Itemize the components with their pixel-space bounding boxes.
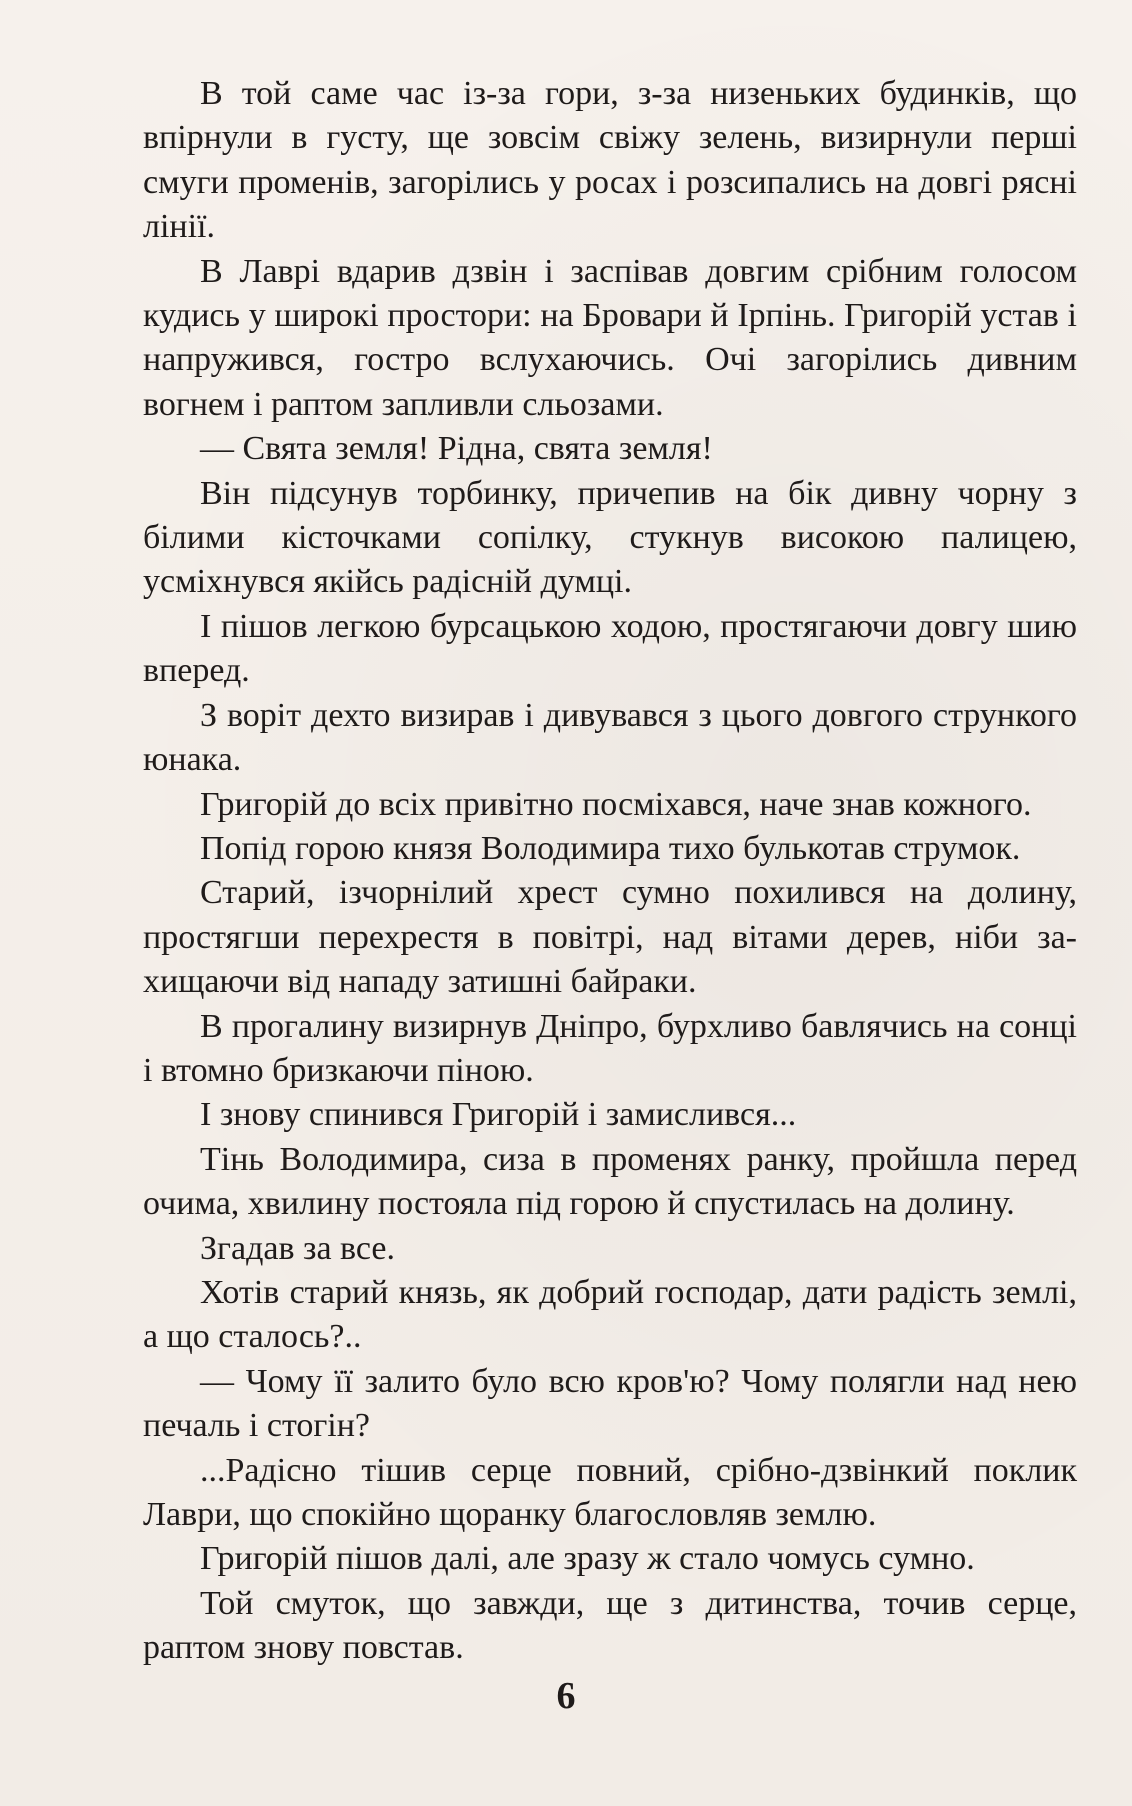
paragraph: В прогалину визирнув Дніпро, бурхливо бавлячись на сонці і втомно бризкаючи піною. xyxy=(143,1007,1077,1089)
paragraph: Він підсунув торбинку, причепив на бік дивну чорну з білими кісточками сопілку, стукнув високою палицею, усміхнувся якійсь радісній думці. xyxy=(143,474,1077,601)
paragraph: Той смуток, що завжди, ще з дитинства, точив серце, раптом знову повстав. xyxy=(143,1584,1077,1667)
body-text xyxy=(143,72,1077,1671)
paragraph: — Свята земля! Рідна, свята земля! xyxy=(200,430,713,468)
page-number: 6 xyxy=(556,1675,576,1717)
paragraph: — Чому її залито було всю кров'ю? Чому полягли над нею печаль і стогін? xyxy=(143,1362,1077,1445)
paragraph: Попід горою князя Володимира тихо булькотав струмок. xyxy=(200,829,1021,867)
paragraph: В Лаврі вдарив дзвін і заспівав довгим срібним голосом кудись у широкі простори: на Бровари й Ірпінь. Григорій устав і напружився, гостро вслухаючись. Очі загорілись дивним вогнем і раптом запливли сльозами. xyxy=(143,252,1077,423)
paragraph: Хотів старий князь, як добрий господар, дати радість землі, а що сталось?.. xyxy=(143,1273,1077,1356)
paragraph: Згадав за все. xyxy=(200,1229,395,1267)
paragraph: Григорій пішов далі, але зразу ж стало чомусь сумно. xyxy=(200,1540,975,1578)
paragraph: В той самe час із-за гори, з-за низеньких будинків, що впірнули в густу, ще зовсім свіжу зелень, визирнули перші смуги променів, загорілись у росах і розсипались на довгі рясні лінії. xyxy=(143,75,1077,246)
paragraph: Тінь Володимира, сиза в променях ранку, пройшла перед очима, хвилину постояла під горою й спустилась на долину. xyxy=(143,1140,1077,1223)
paragraph: І знову спинився Григорій і замислився... xyxy=(200,1096,797,1134)
paragraph: З воріт дехто визирав і дивувався з цього довгого стрункого юнака. xyxy=(143,696,1077,779)
paragraph: Старий, ізчорнілий хрест сумно похилився на долину, простягши перехрестя в повітрі, над вітами дерев, ніби захищаючи від нападу затишні байраки. xyxy=(143,874,1077,1001)
paragraph: ...Радісно тішив серце повний, срібно-дзвінкий поклик Лаври, що спокійно щоранку благословляв землю. xyxy=(143,1451,1077,1533)
paragraph: Григорій до всіх привітно посміхався, наче знав кожного. xyxy=(200,785,1032,823)
paragraph: І пішов легкою бурсацькою ходою, простягаючи довгу шию вперед. xyxy=(143,607,1077,690)
